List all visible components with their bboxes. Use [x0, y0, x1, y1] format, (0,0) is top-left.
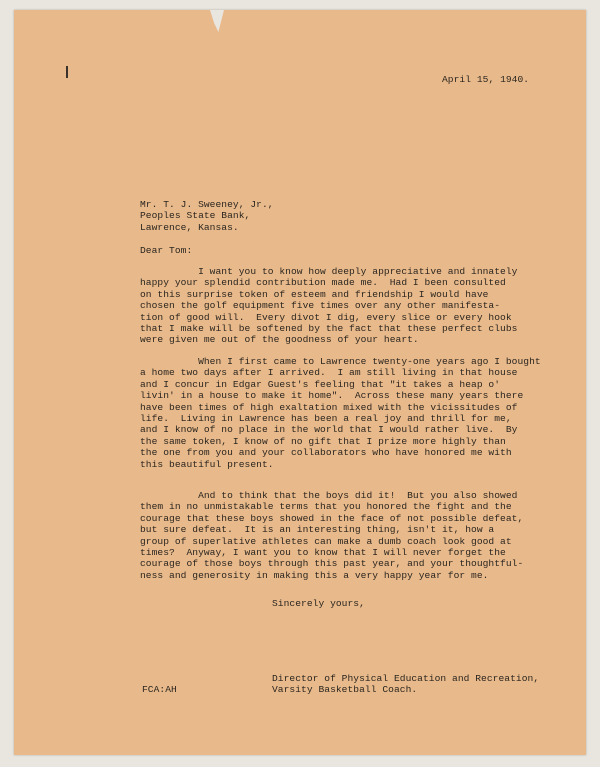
typist-initials: FCA:AH [142, 684, 177, 695]
paragraph-1 [140, 266, 517, 346]
text-line: When I first came to Lawrence twenty-one years ago I bought [140, 356, 541, 367]
paragraph-3 [140, 490, 523, 581]
text-line: courage of those boys through this past year, and your thoughtful- [140, 558, 524, 570]
text-line: a home two days after I arrived. I am still living in that house [140, 367, 518, 379]
letter-page [14, 10, 586, 755]
torn-edge [210, 10, 224, 32]
complimentary-closing: Sincerely yours, [272, 598, 365, 609]
salutation: Dear Tom: [140, 245, 193, 256]
text-line: that I make will be softened by the fact that these perfect clubs [140, 323, 518, 335]
recipient-line: Lawrence, Kansas. [140, 221, 239, 233]
text-line: and I know of no place in the world that I would rather live. By [140, 424, 518, 436]
margin-mark [66, 66, 68, 78]
recipient-address [140, 199, 274, 233]
text-line: times? Anyway, I want you to know that I will never forget the [140, 547, 506, 559]
paragraph-2 [140, 356, 541, 470]
text-line: happy your splendid contribution made me. Had I been consulted [140, 277, 506, 289]
recipient-line: Peoples State Bank, [140, 210, 251, 222]
text-line: And to think that the boys did it! But you also showed [140, 490, 518, 501]
text-line: them in no unmistakable terms that you honored the fight and the [140, 501, 512, 513]
text-line: group of superlative athletes can make a dumb coach look good at [140, 535, 512, 547]
text-line: and I concur in Edgar Guest's feeling that "it takes a heap o' [140, 378, 501, 390]
text-line: this beautiful present. [140, 458, 274, 470]
text-line: chosen the golf equipment five times over any other manifesta- [140, 300, 501, 312]
text-line: were given me out of the goodness of your heart. [140, 334, 419, 346]
text-line: I want you to know how deeply appreciative and innately [140, 266, 518, 277]
text-line: ness and generosity in making this a very happy year for me. [140, 569, 489, 581]
text-line: the one from you and your collaborators who have honored me with [140, 447, 512, 459]
text-line: but sure defeat. It is an interesting thing, isn't it, how a [140, 524, 495, 536]
text-line: life. Living in Lawrence has been a real joy and thrill for me, [140, 413, 512, 425]
letter-date: April 15, 1940. [442, 74, 530, 85]
text-line: courage that these boys showed in the face of not possible defeat, [140, 512, 524, 524]
text-line: tion of good will. Every divot I dig, every slice or every hook [140, 311, 512, 323]
text-line: the same token, I know of no gift that I prize more highly than [140, 435, 506, 447]
signature-line: Varsity Basketball Coach. [272, 684, 418, 696]
signature-line: Director of Physical Education and Recreation, [272, 673, 540, 684]
text-line: on this surprise token of esteem and friendship I would have [140, 288, 489, 300]
text-line: livin' in a house to make it home". Across these many years there [140, 390, 524, 402]
signature-block [272, 673, 539, 696]
text-line: have been times of high exaltation mixed with the vicissitudes of [140, 401, 518, 413]
recipient-line: Mr. T. J. Sweeney, Jr., [140, 199, 274, 210]
